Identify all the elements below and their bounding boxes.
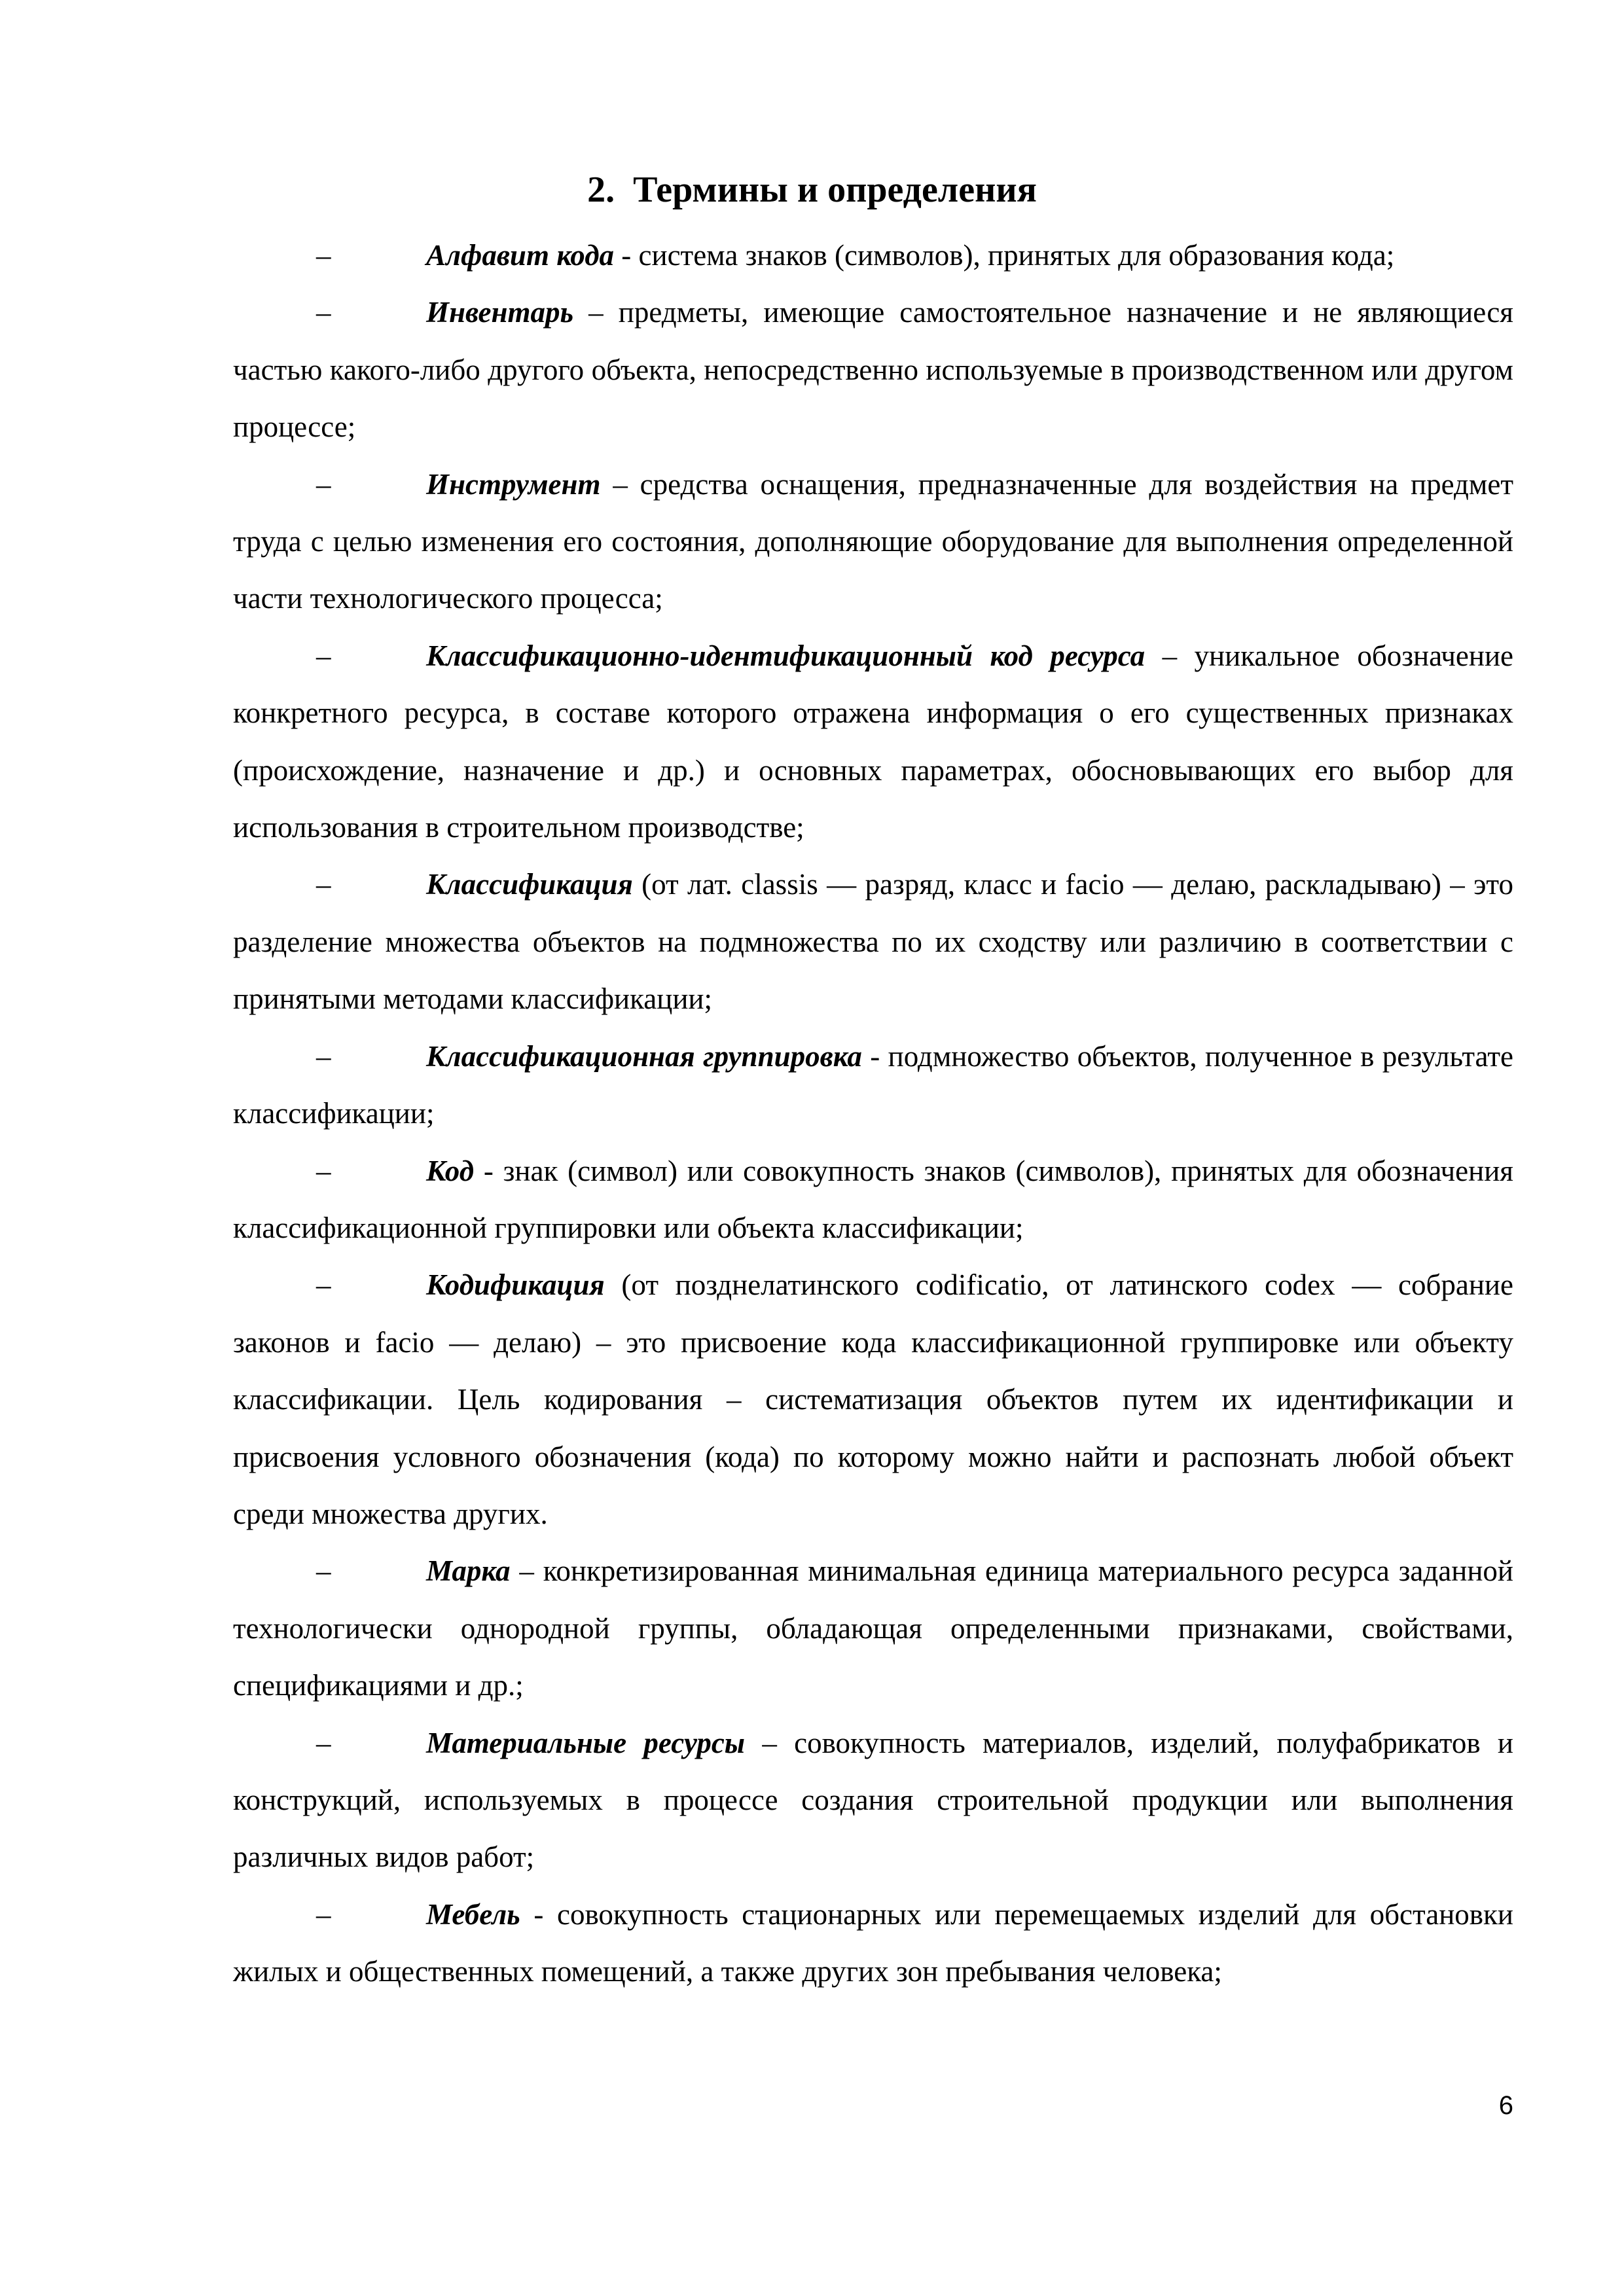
section-heading <box>0 167 1624 213</box>
definition-term: Алфавит кода <box>426 239 615 272</box>
list-dash: – <box>316 467 331 501</box>
definition-text: – совокупность материалов, изделий, полуфабрикатов и конструкций, используемых в процессе создания строительной продукции или выполнения различных видов работ; <box>233 1726 1514 1874</box>
definition-term: Классификационная группировка <box>426 1039 862 1073</box>
definition-entry <box>233 456 1513 628</box>
list-dash: – <box>316 1554 331 1588</box>
list-dash: – <box>316 1726 331 1759</box>
definition-text: (от лат. classis — разряд, класс и facio — делаю, раскладываю) – это разделение множества объектов на подмножества по их сходству или различию в соответствии с принятыми методами классификации; <box>233 868 1513 1016</box>
list-dash: – <box>316 868 331 901</box>
definition-text: – предметы, имеющие самостоятельное назначение и не являющиеся частью какого-либо другого объекта, непосредственно используемые в производственном или другом процессе; <box>233 296 1513 444</box>
definition-text: – уникальное обозначение конкретного ресурса, в составе которого отражена информация о его существенных признаках (происхождение, назначение и др.) и основных параметрах, обосновывающих его выбор для использования в строительном производстве; <box>233 639 1513 844</box>
definition-term: Инструмент <box>426 467 601 501</box>
definition-entry <box>233 1886 1513 2001</box>
section-number: 2. <box>587 170 615 210</box>
page-number: 6 <box>1498 2091 1513 2120</box>
definition-entry <box>233 227 1513 284</box>
definition-entry <box>233 856 1513 1028</box>
definition-entry <box>233 1543 1513 1714</box>
definition-text: – конкретизированная минимальная единица материального ресурса заданной технологически однородной группы, обладающая определенными признаками, свойствами, спецификациями и др.; <box>233 1554 1513 1702</box>
definition-entry <box>233 628 1513 857</box>
definition-term: Классификация <box>426 868 633 901</box>
list-dash: – <box>316 239 331 272</box>
definition-term: Материальные ресурсы <box>426 1726 746 1759</box>
definition-entry <box>233 1715 1513 1886</box>
definition-entry <box>233 1257 1513 1543</box>
definition-term: Мебель <box>426 1897 520 1931</box>
list-dash: – <box>316 639 331 672</box>
definition-text: – средства оснащения, предназначенные для воздействия на предмет труда с целью изменения его состояния, дополняющие оборудование для выполнения определенной части технологического процесса; <box>233 467 1513 615</box>
list-dash: – <box>316 1039 331 1073</box>
definition-entry <box>233 1028 1513 1143</box>
definition-text: - совокупность стационарных или перемещаемых изделий для обстановки жилых и общественных помещений, а также других зон пребывания человека; <box>233 1897 1513 1988</box>
definition-term: Классификационно-идентификационный код ресурса <box>426 639 1146 672</box>
list-dash: – <box>316 1154 331 1187</box>
definition-entry <box>233 284 1513 456</box>
list-dash: – <box>316 1897 331 1931</box>
list-dash: – <box>316 296 331 329</box>
list-dash: – <box>316 1268 331 1302</box>
definition-text: - знак (символ) или совокупность знаков (символов), принятых для обозначения классификационной группировки или объекта классификации; <box>233 1154 1513 1244</box>
definition-entry <box>233 1143 1513 1257</box>
definition-text: (от позднелатинского codificatio, от латинского codex — собрание законов и facio — делаю) – это присвоение кода классификационной группировке или объекту классификации. Цель кодирования – систематизация объектов путем их идентификации и присвоения условного обозначения (кода) по которому можно найти и распознать любой объект среди множества других. <box>233 1268 1513 1530</box>
definition-text: - система знаков (символов), принятых для образования кода; <box>614 239 1395 272</box>
section-title: Термины и определения <box>633 170 1037 210</box>
definition-term: Кодификация <box>426 1268 605 1302</box>
definition-term: Инвентарь <box>426 296 574 329</box>
definition-text: - подмножество объектов, полученное в результате классификации; <box>233 1039 1513 1130</box>
definitions-list <box>233 227 1513 2001</box>
definition-term: Код <box>426 1154 475 1187</box>
definition-term: Марка <box>426 1554 511 1588</box>
